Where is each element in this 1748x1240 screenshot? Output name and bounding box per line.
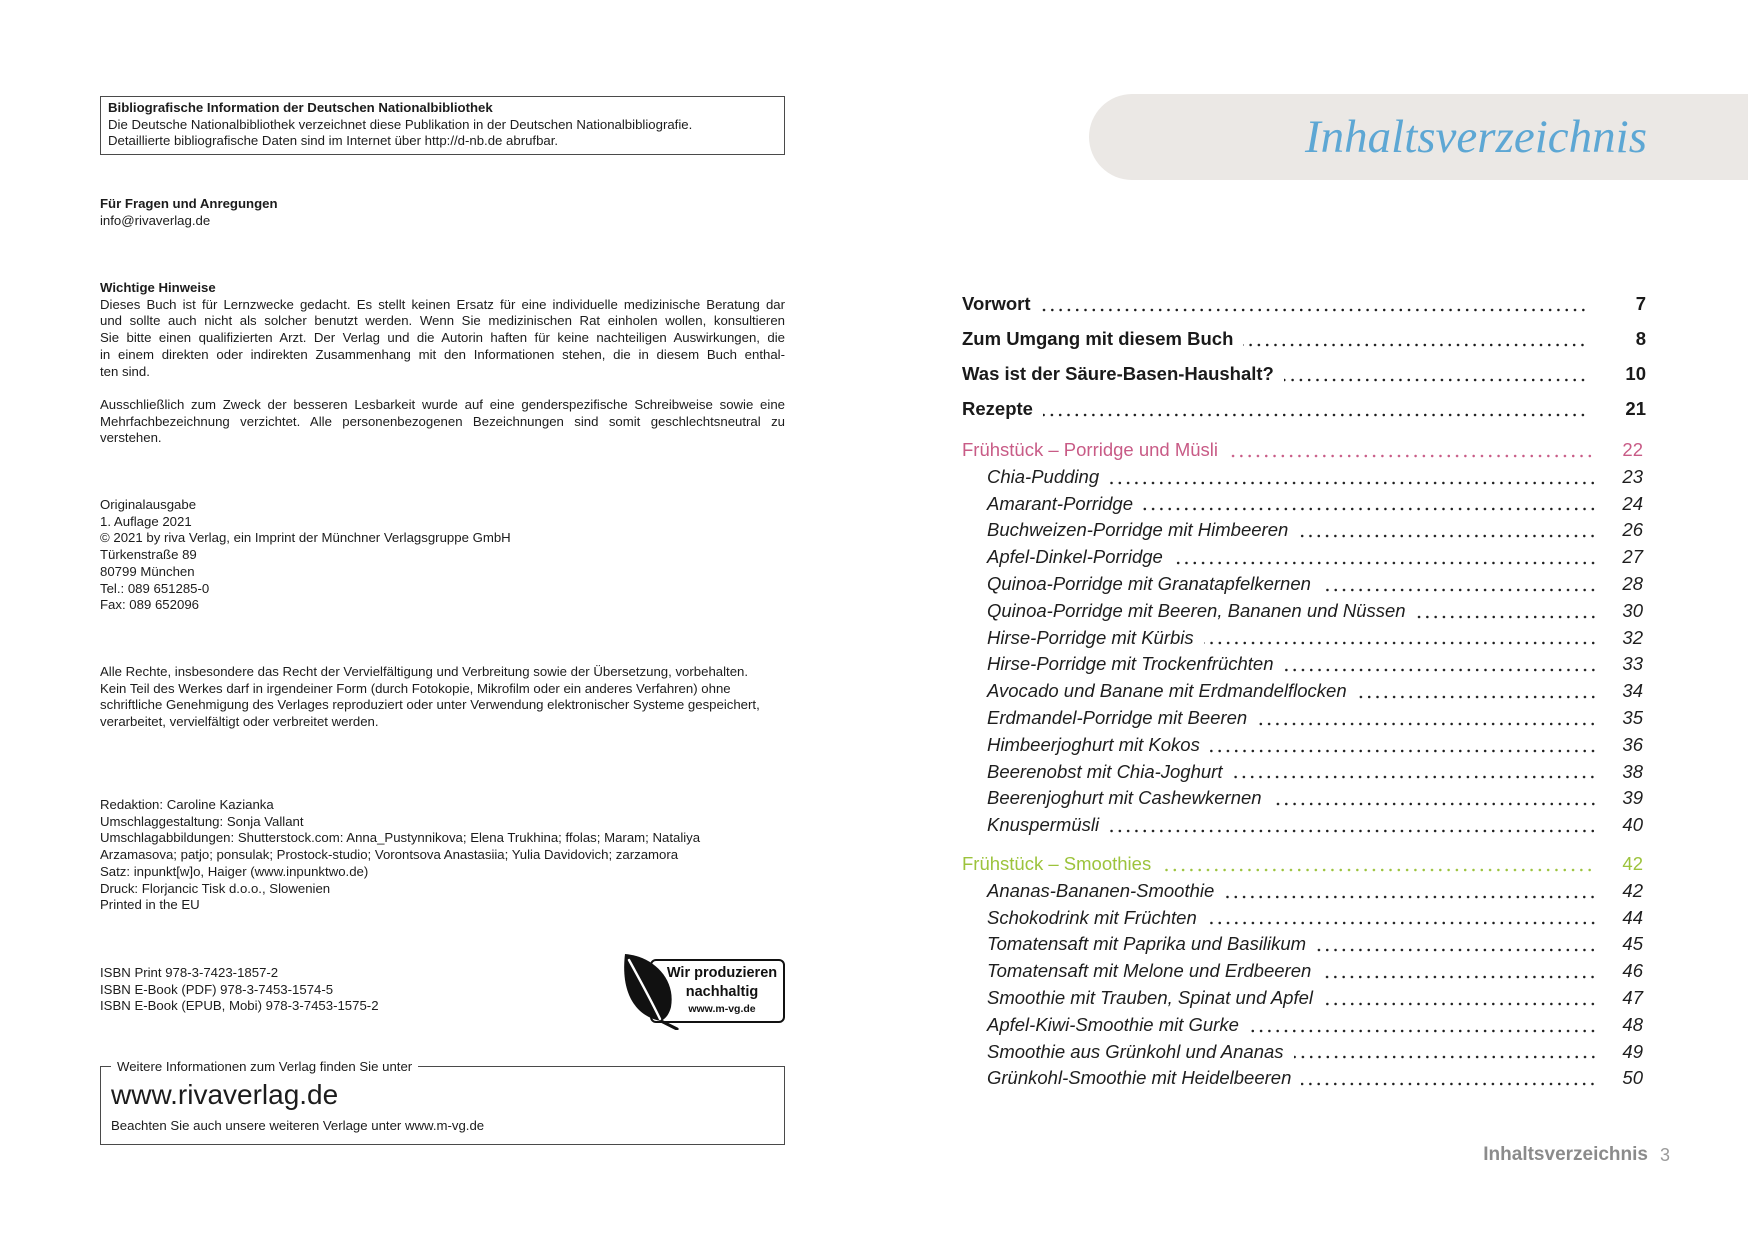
toc-page-number: 36 — [1622, 733, 1643, 755]
edition-line: Fax: 089 652096 — [100, 597, 199, 613]
toc-recipe-entry — [987, 931, 1643, 958]
toc-entry-title: Erdmandel-Porridge mit Beeren — [987, 706, 1248, 728]
notice-line: Sie bitte einen qualifizierten Arzt. Der Verlag und die Autorin haften für keine nachteiligen Auswirkungen, die — [100, 330, 785, 346]
dot-leader — [1249, 1012, 1597, 1039]
toc-page-number: 39 — [1622, 787, 1643, 809]
toc-recipe-entry — [987, 517, 1643, 544]
toc-entry-title: Avocado und Banane mit Erdmandelflocken — [987, 680, 1347, 702]
toc-entry-title: Rezepte — [962, 397, 1033, 419]
notice-line: und sollte auch nicht als solcher benutzt werden. Wenn Sie medizinischen Rat einholen wollen, konsultieren — [100, 313, 785, 329]
toc-entry-title: Grünkohl-Smoothie mit Heidelbeeren — [987, 1067, 1292, 1089]
toc-page-number: 28 — [1622, 572, 1643, 594]
toc-chapter-entry — [962, 396, 1646, 423]
notice-line: Ausschließlich zum Zweck der besseren Lesbarkeit wurde auf eine genderspezifische Schreibweise sowie eine — [100, 396, 785, 412]
dot-leader — [1284, 651, 1598, 678]
dot-leader — [1301, 1065, 1597, 1092]
publisher-info-box — [100, 1059, 785, 1145]
toc-page-number: 23 — [1622, 465, 1643, 487]
notice-heading: Wichtige Hinweise — [100, 280, 216, 295]
dot-leader — [1316, 931, 1597, 958]
edition-line: Tel.: 089 651285-0 — [100, 580, 210, 596]
toc-entry-title: Amarant-Porridge — [987, 492, 1134, 514]
rights-line: verarbeitet, vervielfältigt oder verbreitet werden. — [100, 714, 379, 730]
edition-line: © 2021 by riva Verlag, ein Imprint der Münchner Verlagsgruppe GmbH — [100, 530, 511, 546]
toc-recipe-entry — [987, 759, 1643, 786]
contents-page — [874, 0, 1748, 1240]
edition-block — [100, 497, 785, 614]
credits-block — [100, 797, 785, 914]
notice-line: verstehen. — [100, 430, 162, 446]
dot-leader — [1284, 361, 1587, 388]
toc-recipe-entry — [987, 625, 1643, 652]
toc-recipe-entry — [987, 812, 1643, 839]
toc-entry-title: Hirse-Porridge mit Trockenfrüchten — [987, 653, 1274, 675]
toc-page-number: 42 — [1622, 879, 1643, 901]
toc-page-number: 30 — [1622, 599, 1643, 621]
toc-entry-title: Was ist der Säure-Basen-Haushalt? — [962, 362, 1274, 384]
toc-recipe-entry — [987, 905, 1643, 932]
notice-line: in einem direkten oder indirekten Zusammenhang mit den Informationen stehen, die in diesem Buch enthal- — [100, 346, 785, 362]
credits-line: Umschlagabbildungen: Shutterstock.com: Anna_Pustynnikova; Elena Trukhina; ffolas; Maram; Nataliya — [100, 830, 701, 846]
dot-leader — [1210, 732, 1597, 759]
dot-leader — [1143, 491, 1597, 518]
publisher-website: www.rivaverlag.de — [111, 1079, 339, 1110]
toc-recipe-entry — [987, 651, 1643, 678]
dot-leader — [1294, 1039, 1597, 1066]
toc-recipe-entry — [987, 1012, 1643, 1039]
toc-page-number: 49 — [1622, 1040, 1643, 1062]
toc-recipe-entry — [987, 732, 1643, 759]
notice-line: Mehrfachbezeichnung verzichtet. Alle personenbezogenen Bezeichnungen sind somit geschlechtsneutral zu — [100, 413, 785, 429]
toc-entry-title: Tomatensaft mit Melone und Erdbeeren — [987, 960, 1312, 982]
toc-section-heading — [962, 851, 1643, 878]
toc-main-entries — [962, 291, 1646, 431]
toc-recipe-entry — [987, 1039, 1643, 1066]
dot-leader — [1228, 437, 1594, 464]
dot-leader — [1272, 785, 1597, 812]
toc-page-number: 22 — [1622, 439, 1643, 460]
sustainability-badge-text — [662, 964, 782, 1017]
edition-line: 80799 München — [100, 563, 195, 579]
toc-page-number: 45 — [1622, 933, 1643, 955]
bibliographic-info-line: Die Deutsche Nationalbibliothek verzeichnet diese Publikation in der Deutschen Nationalbibliografie. — [108, 116, 693, 132]
dot-leader — [1041, 291, 1587, 318]
toc-entry-title: Apfel-Dinkel-Porridge — [987, 546, 1163, 568]
credits-line: Umschlaggestaltung: Sonja Vallant — [100, 813, 304, 829]
toc-page-number: 21 — [1625, 397, 1646, 419]
credits-line: Druck: Florjancic Tisk d.o.o., Slowenien — [100, 880, 331, 896]
credits-line: Redaktion: Caroline Kazianka — [100, 797, 274, 812]
toc-page-number: 10 — [1625, 362, 1646, 384]
dot-leader — [1173, 544, 1597, 571]
contact-email: info@rivaverlag.de — [100, 212, 211, 228]
toc-chapter-entry — [962, 291, 1646, 318]
dot-leader — [1232, 759, 1597, 786]
notice-paragraph — [100, 297, 785, 381]
rights-line: Kein Teil des Werkes darf in irgendeiner Form (durch Fotokopie, Mikrofilm oder ein anderes Verfahren) ohne — [100, 680, 731, 696]
contact-block — [100, 196, 785, 229]
toc-page-number: 48 — [1622, 1013, 1643, 1035]
toc-entry-title: Zum Umgang mit diesem Buch — [962, 327, 1234, 349]
bibliographic-info-line: Detaillierte bibliografische Daten sind im Internet über http://d-nb.de abrufbar. — [108, 133, 559, 149]
toc-recipe-entry — [987, 491, 1643, 518]
edition-line: 1. Auflage 2021 — [100, 513, 192, 529]
toc-entry-title: Vorwort — [962, 293, 1031, 314]
toc-section-porridge — [962, 437, 1646, 839]
toc-entry-title: Knuspermüsli — [987, 814, 1100, 836]
bibliographic-info-heading: Bibliografische Information der Deutschen Nationalbibliothek — [108, 100, 493, 115]
badge-line-2: nachhaltig — [685, 983, 759, 1000]
toc-page-number: 34 — [1622, 680, 1643, 702]
dot-leader — [1161, 851, 1594, 878]
toc-page-number: 32 — [1622, 626, 1643, 648]
toc-page-number: 8 — [1635, 327, 1646, 349]
contact-heading: Für Fragen und Anregungen — [100, 196, 278, 211]
dot-leader — [1416, 598, 1597, 625]
toc-page-number: 26 — [1622, 519, 1643, 541]
toc-entry-title: Hirse-Porridge mit Kürbis — [987, 626, 1194, 648]
toc-recipe-entry — [987, 464, 1643, 491]
toc-entry-title: Ananas-Bananen-Smoothie — [987, 879, 1215, 901]
toc-entry-title: Buchweizen-Porridge mit Himbeeren — [987, 519, 1289, 541]
notice-line: Dieses Buch ist für Lernzwecke gedacht. Es stellt keinen Ersatz für eine individuelle medizinische Beratung dar — [100, 296, 785, 312]
credits-line: Satz: inpunkt[w]o, Haiger (www.inpunktwo.de) — [100, 863, 369, 879]
isbn-line: ISBN E-Book (EPUB, Mobi) 978-3-7453-1575-2 — [100, 998, 379, 1014]
toc-entry-title: Chia-Pudding — [987, 465, 1100, 487]
edition-line: Originalausgabe — [100, 497, 197, 512]
toc-page-number: 44 — [1622, 906, 1643, 928]
dot-leader — [1207, 905, 1597, 932]
edition-line: Türkenstraße 89 — [100, 547, 197, 563]
isbn-line: ISBN E-Book (PDF) 978-3-7453-1574-5 — [100, 981, 334, 997]
isbn-line: ISBN Print 978-3-7423-1857-2 — [100, 965, 279, 980]
toc-chapter-entry — [962, 326, 1646, 353]
toc-recipe-entry — [987, 598, 1643, 625]
dot-leader — [1224, 878, 1597, 905]
page-header-band — [1089, 94, 1748, 180]
toc-section-heading — [962, 437, 1643, 464]
dot-leader — [1257, 705, 1597, 732]
toc-page-number: 7 — [1635, 293, 1646, 314]
dot-leader — [1109, 464, 1597, 491]
dot-leader — [1204, 625, 1597, 652]
dot-leader — [1243, 326, 1587, 353]
toc-entry-title: Smoothie mit Trauben, Spinat und Apfel — [987, 986, 1313, 1008]
toc-recipe-entry — [987, 544, 1643, 571]
toc-entry-title: Apfel-Kiwi-Smoothie mit Gurke — [987, 1013, 1239, 1035]
toc-entry-title: Frühstück – Smoothies — [962, 853, 1152, 874]
toc-page-number: 27 — [1622, 546, 1643, 568]
toc-entry-title: Himbeerjoghurt mit Kokos — [987, 733, 1200, 755]
toc-entry-title: Quinoa-Porridge mit Granatapfelkernen — [987, 572, 1311, 594]
toc-page-number: 50 — [1622, 1067, 1643, 1089]
toc-recipe-entry — [987, 1065, 1643, 1092]
credits-line: Printed in the EU — [100, 897, 200, 913]
dot-leader — [1043, 396, 1587, 423]
dot-leader — [1357, 678, 1597, 705]
badge-line-1: Wir produzieren — [666, 965, 778, 981]
toc-recipe-entry — [987, 705, 1643, 732]
publisher-info-legend: Weitere Informationen zum Verlag finden Sie unter — [111, 1058, 418, 1075]
notice-line: ten sind. — [100, 363, 150, 379]
toc-recipe-entry — [987, 785, 1643, 812]
toc-page-number: 33 — [1622, 653, 1643, 675]
toc-recipe-entry — [987, 678, 1643, 705]
notice-block — [100, 280, 785, 447]
toc-entry-title: Schokodrink mit Früchten — [987, 906, 1197, 928]
dot-leader — [1321, 958, 1597, 985]
toc-recipe-entry — [987, 985, 1643, 1012]
dot-leader — [1298, 517, 1597, 544]
toc-entry-title: Beerenjoghurt mit Cashewkernen — [987, 787, 1262, 809]
dot-leader — [1109, 812, 1597, 839]
toc-entry-title: Tomatensaft mit Paprika und Basilikum — [987, 933, 1307, 955]
bibliographic-info-text — [108, 117, 777, 150]
toc-recipe-entry — [987, 878, 1643, 905]
toc-section-smoothies — [962, 851, 1646, 1092]
toc-page-number: 38 — [1622, 760, 1643, 782]
rights-line: Alle Rechte, insbesondere das Recht der Vervielfältigung und Verbreitung sowie der Übersetzung, vorbehalten. — [100, 664, 749, 679]
toc-entry-title: Frühstück – Porridge und Müsli — [962, 439, 1219, 460]
toc-page-number: 24 — [1622, 492, 1643, 514]
gender-notice-paragraph — [100, 397, 785, 447]
toc-recipe-entry — [987, 958, 1643, 985]
running-footer-title: Inhaltsverzeichnis — [1483, 1144, 1648, 1165]
isbn-block — [100, 965, 530, 1015]
toc-page-number: 42 — [1622, 853, 1643, 874]
toc-chapter-entry — [962, 361, 1646, 388]
toc-page-number: 35 — [1622, 706, 1643, 728]
toc-entry-title: Smoothie aus Grünkohl und Ananas — [987, 1040, 1284, 1062]
dot-leader — [1323, 985, 1597, 1012]
rights-line: schriftliche Genehmigung des Verlages reproduziert oder unter Verwendung elektronischer Systeme gespeichert, — [100, 697, 760, 713]
page-number: 3 — [1660, 1145, 1671, 1165]
page-title: Inhaltsverzeichnis — [1305, 111, 1647, 163]
rights-block — [100, 664, 785, 731]
dot-leader — [1321, 571, 1597, 598]
toc-recipe-entry — [987, 571, 1643, 598]
toc-entry-title: Beerenobst mit Chia-Joghurt — [987, 760, 1223, 782]
publisher-note: Beachten Sie auch unsere weiteren Verlage unter www.m-vg.de — [111, 1118, 485, 1133]
bibliographic-info-box — [100, 96, 785, 155]
toc-page-number: 47 — [1622, 986, 1643, 1008]
badge-url: www.m-vg.de — [688, 1003, 756, 1015]
toc-page-number: 46 — [1622, 960, 1643, 982]
credits-line: Arzamasova; patjo; ponsulak; Prostock-studio; Vorontsova Anastasiia; Yulia Davidovich; zarzamora — [100, 847, 679, 863]
toc-entry-title: Quinoa-Porridge mit Beeren, Bananen und Nüssen — [987, 599, 1406, 621]
toc-page-number: 40 — [1622, 814, 1643, 836]
